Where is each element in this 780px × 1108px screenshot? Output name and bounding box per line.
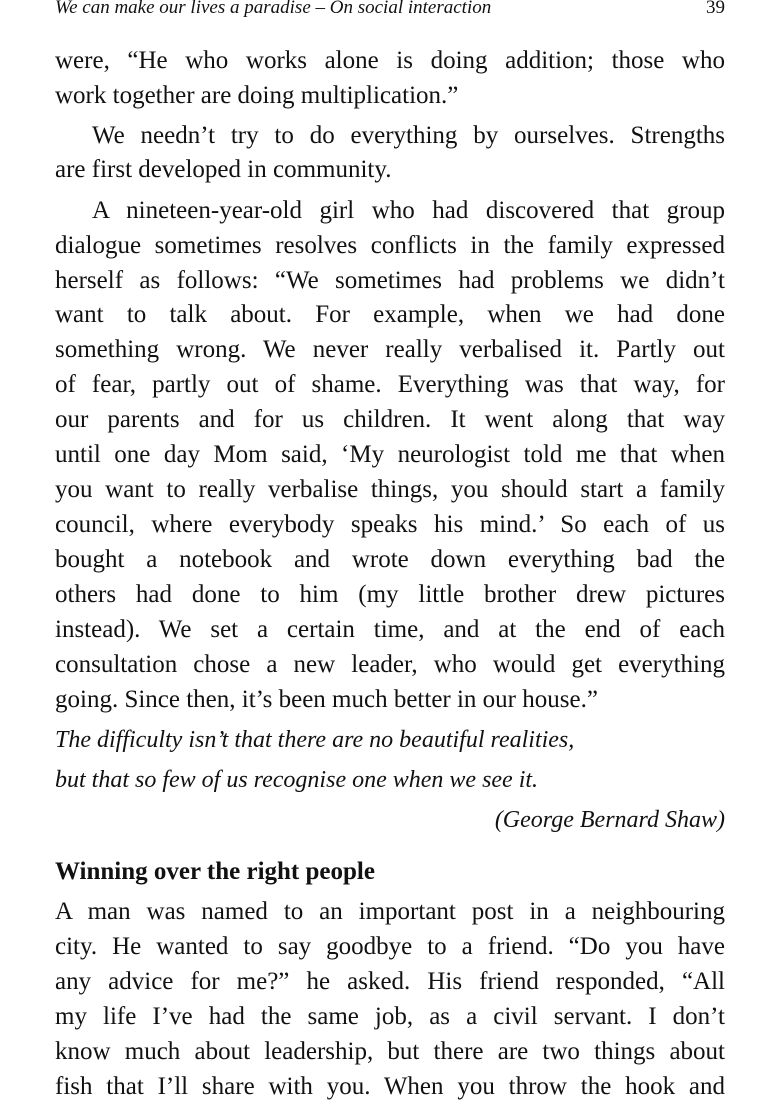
- paragraph-line: any advice for me?” he asked. His friend responded, “All: [55, 968, 725, 995]
- paragraph-line: dialogue sometimes resolves conflicts in the family expressed: [55, 232, 725, 259]
- page-number: 39: [706, 0, 725, 18]
- paragraph-line: know much about leadership, but there are two things about: [55, 1038, 725, 1065]
- paragraph-line: herself as follows: “We sometimes had problems we didn’t: [55, 267, 725, 294]
- paragraph-line: work together are doing multiplication.”: [55, 82, 459, 109]
- paragraph-line: bought a notebook and wrote down everything bad the: [55, 546, 725, 573]
- running-head: [55, 0, 725, 20]
- paragraph-line: consultation chose a new leader, who would get everything: [55, 651, 725, 678]
- paragraph-line: our parents and for us children. It went along that way: [55, 406, 725, 433]
- paragraph-line: are first developed in community.: [55, 156, 392, 183]
- epigraph-line: but that so few of us recognise one when we see it.: [55, 767, 539, 793]
- paragraph-line: city. He wanted to say goodbye to a friend. “Do you have: [55, 933, 725, 960]
- paragraph-line: fish that I’ll share with you. When you throw the hook and: [55, 1073, 725, 1100]
- paragraph-line: my life I’ve had the same job, as a civil servant. I don’t: [55, 1003, 725, 1030]
- paragraph-line: A nineteen-year-old girl who had discovered that group: [92, 197, 725, 224]
- paragraph-line: We needn’t try to do everything by ourselves. Strengths: [92, 122, 725, 149]
- paragraph-line: you want to really verbalise things, you should start a family: [55, 476, 725, 503]
- paragraph-line: going. Since then, it’s been much better in our house.”: [55, 686, 598, 713]
- running-title: We can make our lives a paradise – On social interaction: [55, 0, 492, 18]
- paragraph-line: council, where everybody speaks his mind.’ So each of us: [55, 511, 725, 538]
- paragraph-line: of fear, partly out of shame. Everything was that way, for: [55, 371, 725, 398]
- paragraph-line: instead). We set a certain time, and at the end of each: [55, 616, 725, 643]
- section-heading: Winning over the right people: [55, 858, 375, 885]
- paragraph-line: something wrong. We never really verbalised it. Partly out: [55, 336, 725, 363]
- epigraph-attribution: (George Bernard Shaw): [494, 807, 725, 833]
- paragraph-line: were, “He who works alone is doing addition; those who: [55, 47, 725, 74]
- paragraph-line: A man was named to an important post in a neighbouring: [55, 898, 725, 925]
- paragraph-line: others had done to him (my little brother drew pictures: [55, 581, 725, 608]
- paragraph-line: until one day Mom said, ‘My neurologist told me that when: [55, 441, 725, 468]
- paragraph-line: want to talk about. For example, when we had done: [55, 301, 725, 328]
- epigraph-line: The difficulty isn’t that there are no beautiful realities,: [55, 727, 575, 753]
